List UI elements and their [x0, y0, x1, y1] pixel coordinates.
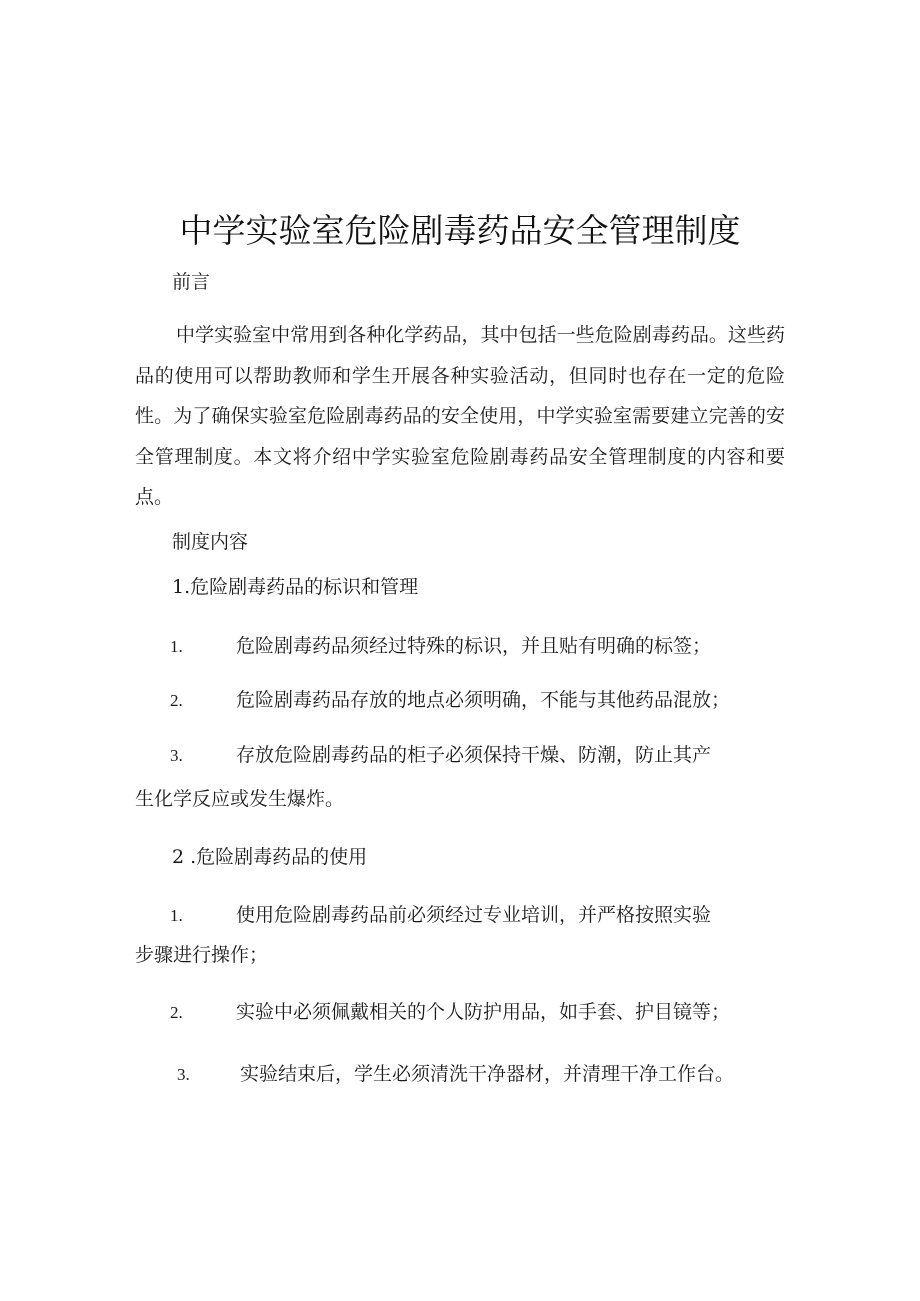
section2-item3-number: 3.	[177, 1065, 190, 1084]
content-heading: 制度内容	[172, 531, 249, 553]
section1-item3-number: 3.	[170, 746, 183, 765]
section1-item3-continuation: 生化学反应或发生爆炸。	[135, 788, 345, 810]
section2-item1-number: 1.	[170, 906, 183, 925]
section1-item2-number: 2.	[170, 691, 183, 710]
section1-item1-text: 危险剧毒药品须经过特殊的标识，并且贴有明确的标签；	[236, 635, 712, 657]
section1-item3-text: 存放危险剧毒药品的柜子必须保持干燥、防潮，防止其产	[236, 744, 712, 766]
section2-item1-continuation: 步骤进行操作；	[135, 944, 269, 966]
section1-item2-text: 危险剧毒药品存放的地点必须明确，不能与其他药品混放；	[236, 689, 731, 711]
section1-item1-number: 1.	[170, 637, 183, 656]
preface-paragraph: 中学实验室中常用到各种化学药品，其中包括一些危险剧毒药品。这些药品的使用可以帮助教师和学生开展各种实验活动，但同时也存在一定的危险性。为了确保实验室危险剧毒药品的安全使用，中学实验室需要建立完善的安全管理制度。本文将介绍中学实验室危险剧毒药品安全管理制度的内容和要点。	[135, 324, 785, 508]
section2-item1-text: 使用危险剧毒药品前必须经过专业培训，并严格按照实验	[236, 904, 712, 926]
section2-item2-text: 实验中必须佩戴相关的个人防护用品，如手套、护目镜等；	[236, 1001, 731, 1023]
section1-heading: 1.危险剧毒药品的标识和管理	[172, 576, 419, 598]
section2-item3-text: 实验结束后，学生必须清洗干净器材，并清理干净工作台。	[240, 1063, 735, 1085]
section2-heading: 2 .危险剧毒药品的使用	[172, 846, 368, 868]
section2-item2-number: 2.	[170, 1003, 183, 1022]
page-title: 中学实验室危险剧毒药品安全管理制度	[179, 211, 741, 250]
preface-heading: 前言	[172, 271, 211, 293]
